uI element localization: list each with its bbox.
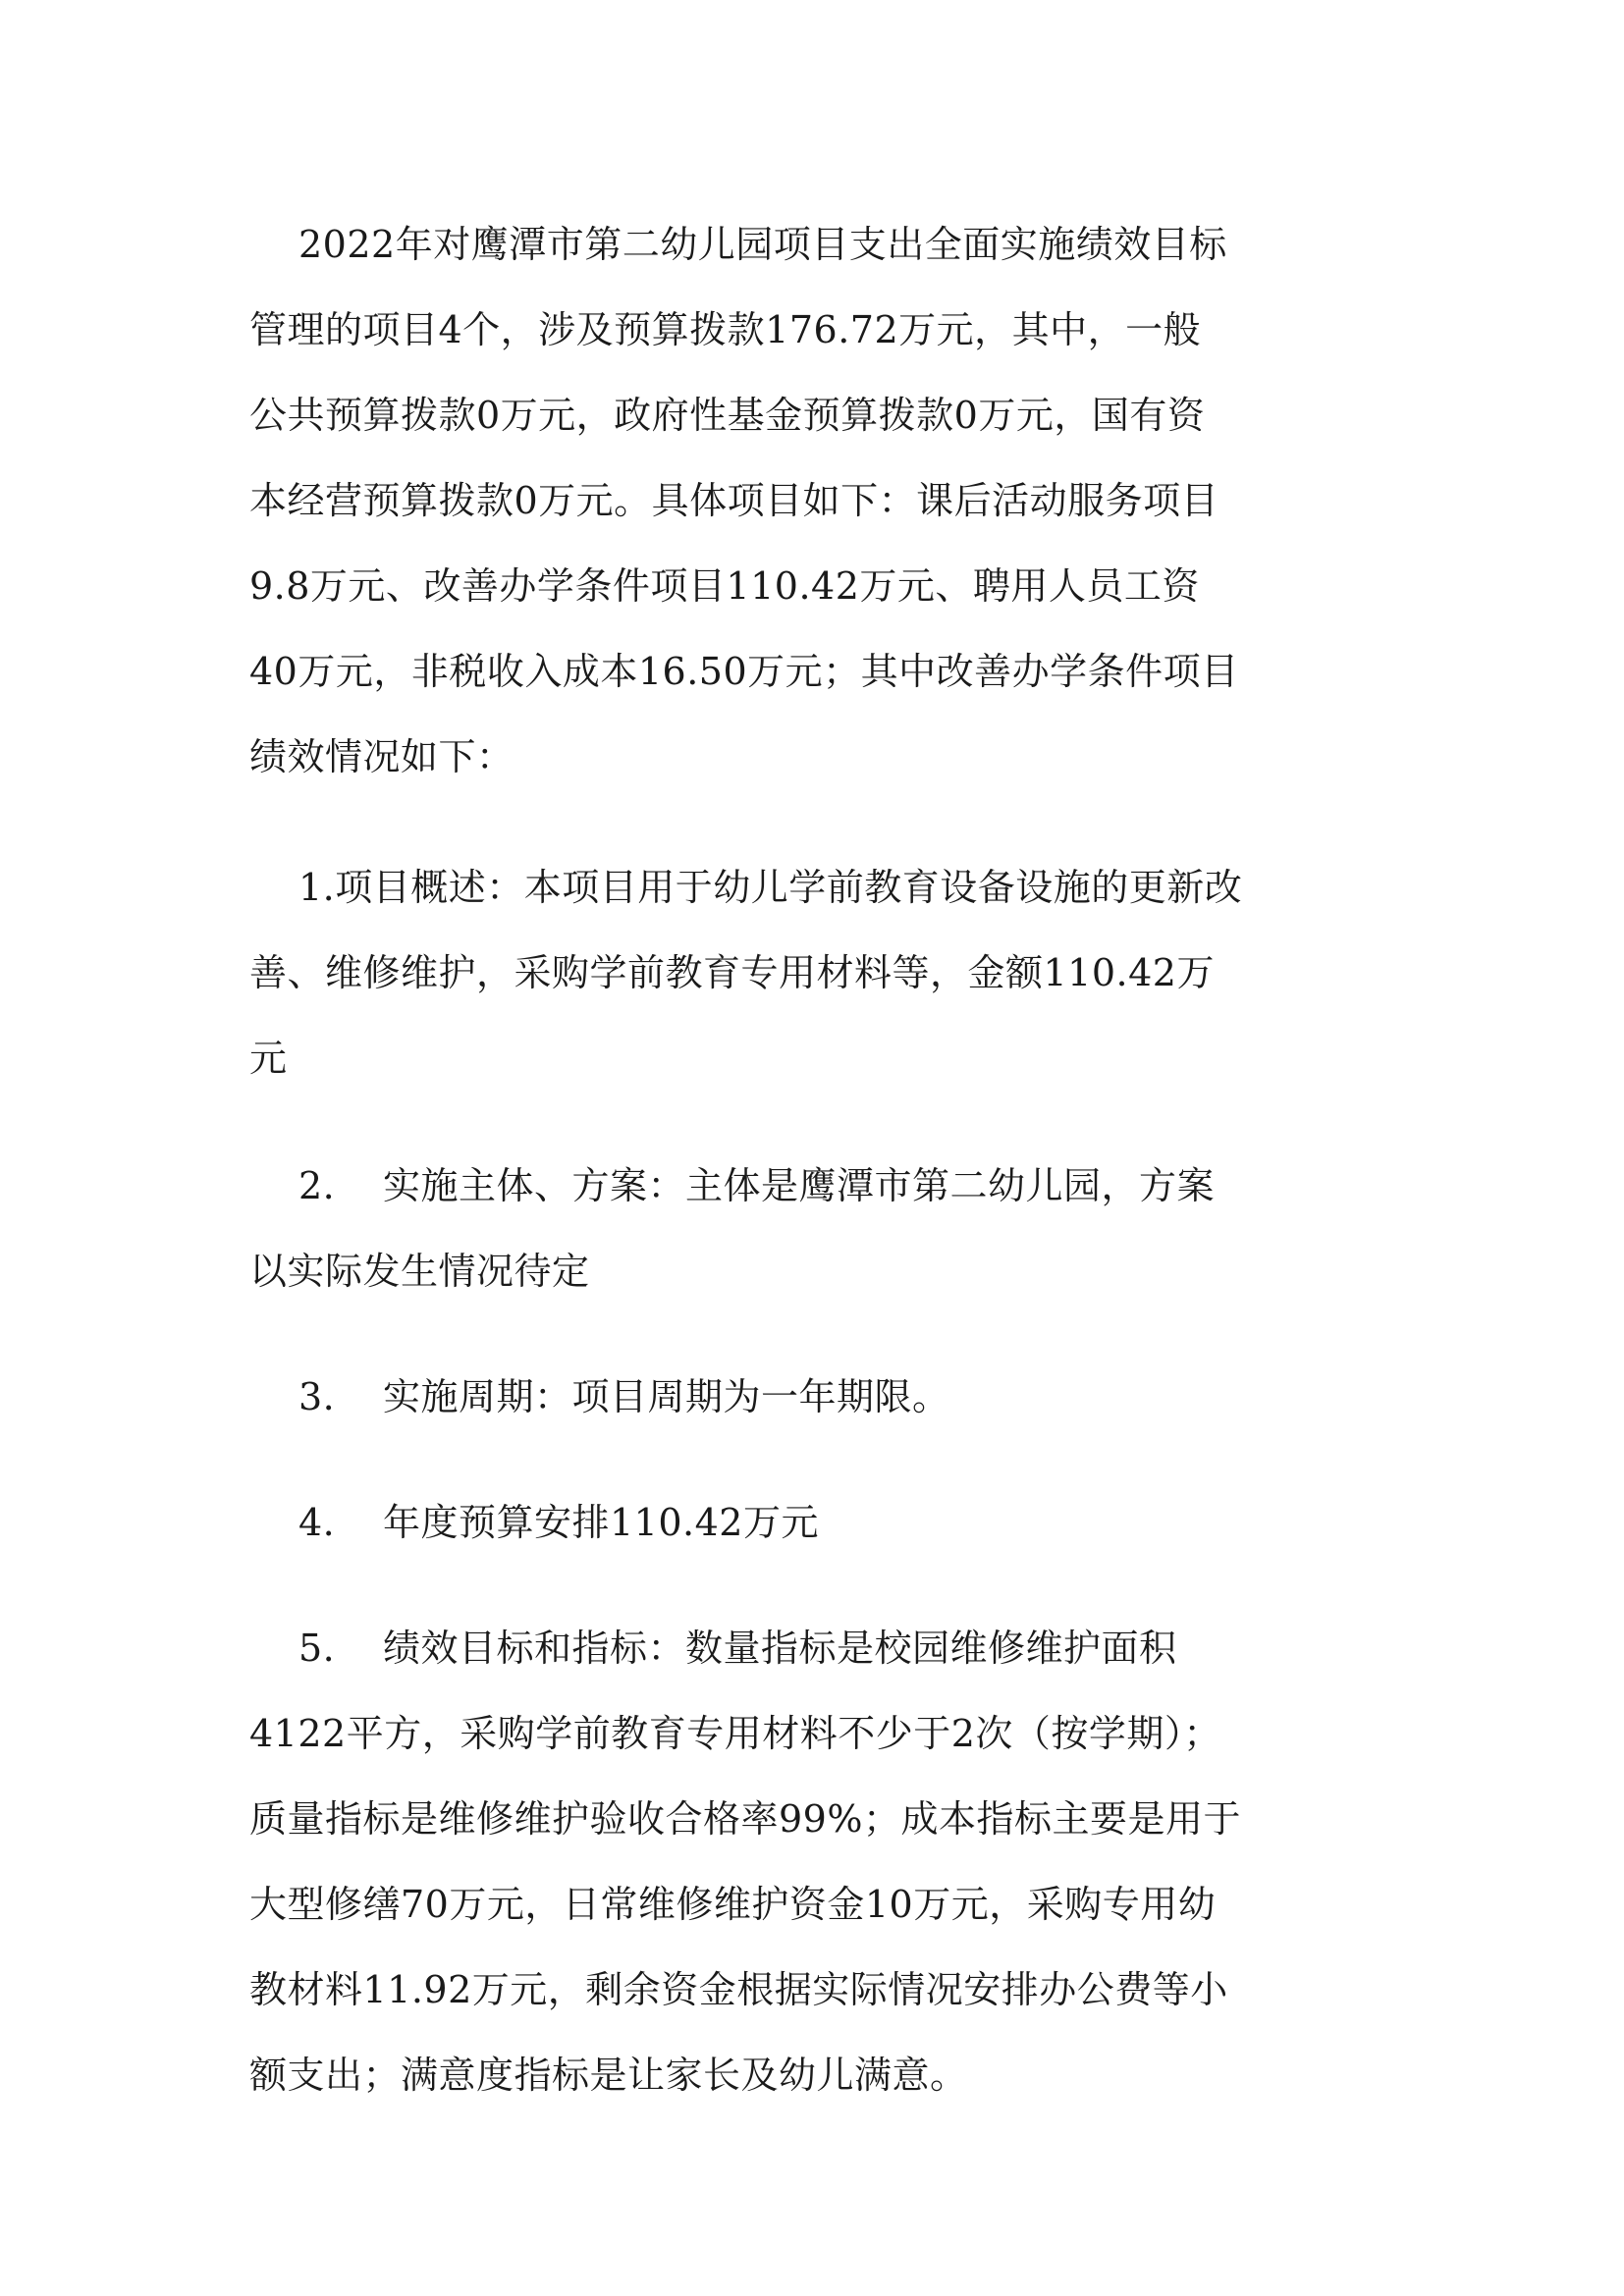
item-text: 实施主体、方案：主体是鹰潭市第二幼儿园，方案 [383, 1164, 1216, 1207]
item-text: 实施周期：项目周期为一年期限。 [383, 1375, 950, 1418]
paragraph-line [249, 1480, 1388, 1566]
paragraph-line: 4122平方，采购学前教育专用材料不少于2次（按学期）； [249, 1712, 1221, 1755]
paragraph-line: 管理的项目4个，涉及预算拨款176.72万元，其中，一般 [249, 308, 1202, 351]
paragraph-item-5 [249, 1606, 1388, 2118]
item-text: 绩效目标和指标：数量指标是校园维修维护面积 [383, 1627, 1177, 1670]
item-number: 5. [298, 1627, 336, 1670]
paragraph-line: 大型修缮70万元，日常维修维护资金10万元，采购专用幼 [249, 1883, 1217, 1926]
paragraph-item-1 [249, 845, 1388, 1101]
item-number: 2. [298, 1164, 336, 1207]
item-text: 年度预算安排110.42万元 [383, 1501, 819, 1544]
paragraph-line: 善、维修维护，采购学前教育专用材料等，金额110.42万 [249, 951, 1215, 994]
paragraph-line: 本经营预算拨款0万元。具体项目如下：课后活动服务项目 [249, 479, 1219, 522]
paragraph-line: 9.8万元、改善办学条件项目110.42万元、聘用人员工资 [249, 564, 1200, 608]
paragraph-item-4 [249, 1480, 1388, 1566]
paragraph-item-3 [249, 1355, 1388, 1440]
paragraph-line [249, 1606, 1388, 1691]
paragraph-item-2 [249, 1144, 1388, 1314]
paragraph-line: 以实际发生情况待定 [249, 1250, 590, 1293]
paragraph-line: 1.项目概述：本项目用于幼儿学前教育设备设施的更新改 [298, 866, 1243, 909]
paragraph-line: 40万元，非税收入成本16.50万元；其中改善办学条件项目 [249, 650, 1239, 693]
item-number: 3. [298, 1375, 336, 1418]
paragraph-line: 质量指标是维修维护验收合格率99%；成本指标主要是用于 [249, 1797, 1241, 1841]
paragraph-line: 教材料11.92万元，剩余资金根据实际情况安排办公费等小 [249, 1968, 1228, 2011]
paragraph-line: 2022年对鹰潭市第二幼儿园项目支出全面实施绩效目标 [298, 223, 1227, 266]
paragraph-line [249, 1355, 1388, 1440]
paragraph-line: 公共预算拨款0万元，政府性基金预算拨款0万元，国有资 [249, 394, 1206, 437]
paragraph-line: 元 [249, 1037, 288, 1080]
paragraph-line [249, 1144, 1388, 1229]
paragraph-line: 绩效情况如下： [249, 735, 514, 778]
item-number: 4. [298, 1501, 336, 1544]
paragraph-line: 额支出；满意度指标是让家长及幼儿满意。 [249, 2054, 968, 2097]
paragraph-intro [249, 202, 1388, 800]
